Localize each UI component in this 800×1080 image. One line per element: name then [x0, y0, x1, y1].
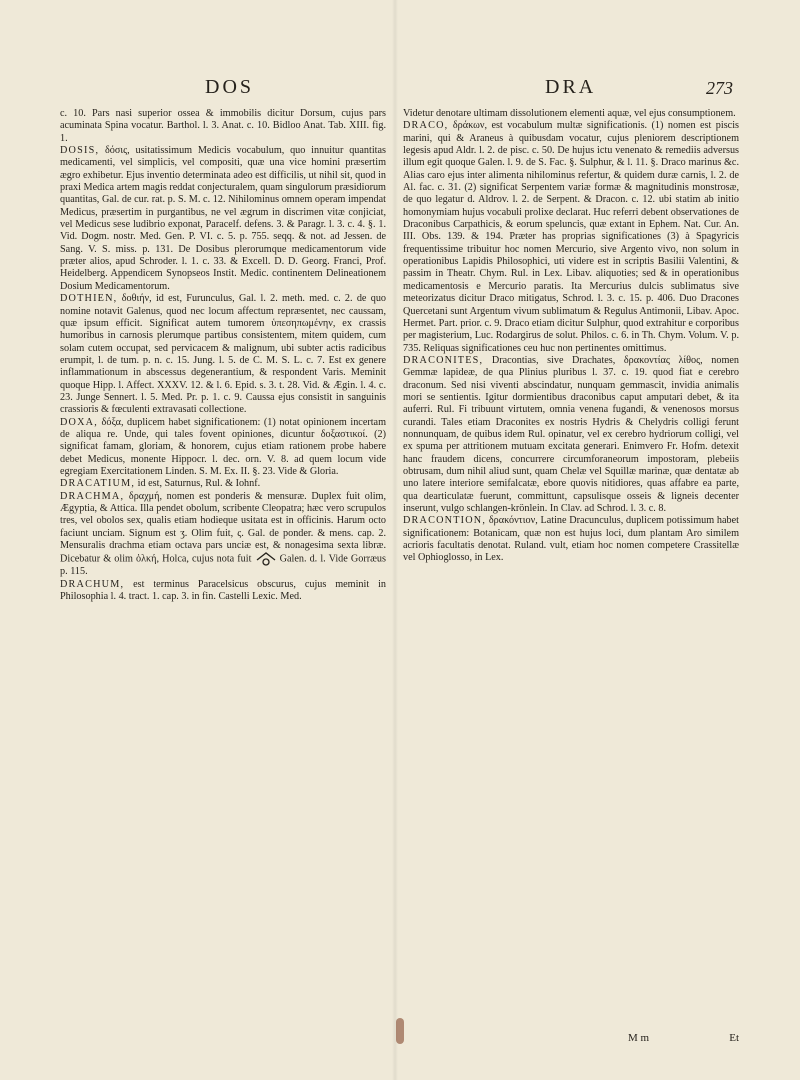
running-title-left: DOS	[205, 76, 255, 98]
entry-drachum	[60, 579, 386, 604]
entry-draco-text: δράκων, est vocabulum multæ significationis. (1) nomen est piscis marini, qui & Araneus à quibusdam vocatur, cujus pleniorem descriptionem legesis apud Aldr. l. 2. de pisc. c. 50. De hujus ictu venenato & remediis adversus illum egit quoque Galen. l. 9. de S. Fac. §. Sulphur, & l. 11. §. Draco marinus &c. Alias caro ejus inter alimenta nihilominus refertur, & quidem duræ carnis, l. 2. de Al. fac. c. 31. (2) significat Serpentem variæ formæ & magnitudinis monstrosæ, de quo legatur d. Aldrov. l. 2. de Serpent. & Dracon. c. 12. ubi statim ab initio homonymiam hujus vocabuli prolixe declarat. Huc referri debent observationes de Draconibus Carpathicis, & eorum speluncis, quæ extant in Ephem. Nat. Cur. An. III. Obs. 139. & 194. Præter has proprias significationes (3) à Spagyricis frequentissime tribuitur hoc nomen Mercurio, sive Argento vivo, non solum in operationibus Lapidis Philosophici, uti videre est in scriptis Basilii Valentini, & passim in Theatr. Chym. Rul. in Lex. Libav. aliquoties; sed & in operationibus medicamentosis e Mercurio paratis. Ita Mercurius dulcis sublimatus sive meteorizatus dicitur Draco mitigatus, Schrod. l. 3. c. 15. p. 406. Duo Dracones Quercetani sunt Argentum vivum sublimatum & Regulus Antimonii, Libav. Apoc. Hermet. Part. prior. c. 9. Draco etiam dicitur Sulphur, quod extrahitur e corporibus per magisterium, Luc. Rodargirus de solut. Philos. c. 6. in Th. Chym. Volum. V. p. 735. Reliquas significationes ceu huc non pertinentes omittimus.	[403, 120, 739, 354]
headword-dothien: DOTHIEN,	[60, 293, 118, 305]
left-column	[60, 108, 386, 603]
entry-drachum-continued: Videtur denotare ultimam dissolutionem elementi aquæ, vel ejus consumptionem.	[403, 108, 736, 119]
entry-dosis-text: δόσις, usitatissimum Medicis vocabulum, quo innuitur quantitas medicamenti, vel simplicis, vel compositi, quæ una vice homini præsertim ægro exhibetur. Ejus inventio determinata adeo est difficilis, ut nihil sit, quod in praxi Medica artem magis reddat conjecturalem, quam singulorum præsidiorum quantitas, Gal. de cur. rat. p. S. M. c. 12. Nihilominus omnem operam impendat Medicus, præsertim in purgantibus, ne vel ægrum in discrimen vitæ conjiciat, vel Medicus sese ludibrio exponat, Paracelf. defens. 3. & Paragr. l. 3. c. 4. §. 1. Vid. Dogm. nostr. Med. Gen. P. VI. c. 5. p. 755. seqq. & not. ad Jessen. de Sang. V. S. miss. p. 131. De Dosibus plerorumque medicamentorum vide præter alios, apud Schroder. l. 1. c. 33. & Excell. D. D. Georg. Franci, Prof. Heidelberg. Appendicem Synopseos Instit. Medic. continentem Delineationem Dosium Medicamentorum.	[60, 145, 386, 292]
entry-doxa	[60, 417, 386, 479]
signature-mark: M m	[628, 1032, 650, 1044]
entry-dosis	[60, 145, 386, 293]
entry-drachma-text-a: δραχμή, nomen est ponderis & mensuræ. Duplex fuit olim, Ægyptia, & Attica. Illa pendet obolum, scribente Cleopatra; hæc vero scrupulos tres, vel obolos sex, qualis etiam hodieque usitata est in officinis. Harum octo faciunt unciam. Signum est ʒ. Olim fuit, ς. Gal. de ponder. & mens. cap. 2. Mensuralis drachma etiam octava pars unciæ est, & nonagesima sexta libræ. Dicebatur & olim ὁλκή, Holca, cujus nota fuit	[60, 490, 387, 565]
entry-dothien	[60, 293, 386, 416]
headword-doxa: DOXA,	[60, 416, 98, 428]
entry-drachma-text-b: Galen. d. l. Vide Gorræus p. 115.	[60, 553, 386, 578]
entry-dracontion-text: δρακόντιον, Latine Dracunculus, duplicem potissimum habet significationem: Botanicam, quæ non est hujus loci, dum plantam Aro similem acrioris facultatis denotat. Ruland. vult, etiam hoc nomen competere Crassitellæ vel Ophioglosso, in Lex.	[403, 515, 739, 564]
headword-drachum: DRACHUM,	[60, 578, 125, 590]
entry-drachum-text: est terminus Paracelsicus obscurus, cujus meminit in Philosophia l. 4. tract. 1. cap. 3. in fin. Castelli Lexic. Med.	[60, 578, 387, 603]
page-footer	[403, 1032, 739, 1048]
headword-dosis: DOSIS,	[60, 145, 100, 157]
entry-dorsum-continued: c. 10. Pars nasi superior ossea & immobilis dicitur Dorsum, cujus pars acuminata Spina vocatur. Barthol. l. 3. Anat. c. 10. Bidloo Anat. Tab. XIII. fig. 1.	[60, 108, 386, 144]
headword-drachma: DRACHMA,	[60, 490, 125, 502]
headword-dracatium: DRACATIUM,	[60, 478, 136, 490]
entry-draco	[403, 120, 739, 355]
running-title-right: DRA	[545, 76, 597, 98]
holca-symbol-icon	[255, 552, 277, 566]
entry-dracatium-text: id est, Saturnus, Rul. & Iohnf.	[137, 478, 261, 490]
entry-draconites	[403, 355, 739, 515]
headword-draconites: DRACONITES,	[403, 354, 484, 366]
entry-dothien-text: δοθιήν, id est, Furunculus, Gal. l. 2. meth. med. c. 2. de quo nomine notavit Galenus, quod nec locum affectum repræsentet, nec caussam, quæ ipsum efficit. Significat autem tumorem ὑπεσηπωμένην, ex crassis humoribus in carnosis plerumque partibus consistentem, mitem quidem, cum solam cutem occupat, sed pervicacem & malignum, ubi subter actis radicibus erumpit, l. de tum. p. n. c. 15. Jung. l. 5. de C. M. S. L. c. 7. Est ex genere inflammationum in abscessus degenerantium, & respondent Varis. Meminit quoque Hipp. l. Affect. XXXV. 12. & l. 6. Epid. s. 3. t. 28. Vid. & Ægin. l. 4. c. 23. Junge Sennert. l. 5. Med. Pr. p. 1. c. 9. Caussa ejus consistit in sanguinis crassioris & fœculenti extravasati collectione.	[60, 293, 387, 416]
running-head	[0, 76, 800, 102]
gutter-shadow	[392, 0, 398, 1080]
entry-dracontion	[403, 515, 739, 564]
page-number: 273	[706, 78, 733, 98]
headword-dracontion: DRACONTION,	[403, 515, 487, 527]
headword-draco: DRACO,	[403, 120, 449, 132]
ink-stain	[396, 1018, 404, 1044]
entry-drachma	[60, 491, 386, 579]
catchword: Et	[729, 1032, 739, 1044]
entry-doxa-text: δόξα, duplicem habet significationem: (1) notat opinionem incertam de aliqua re. Unde, qui tales fovent opiniones, dicuntur δοξαστικοί. (2) significat famam, gloriam, & honorem, cujus etiam rationem probe habere debet Medicus, monente Hippocr. l. dec. orn. V. 8. ad quem locum vide egregiam Exercitationem Linden. S. M. Ex. II. §. 23. Vide & Gloria.	[60, 416, 387, 477]
right-column	[403, 108, 739, 565]
entry-draconites-text: Dracontias, sive Drachates, δρακοντίας λίθος, nomen Gemmæ lapideæ, de qua Plinius pluribus l. 37. c. 19. quod fiat e cerebro draconum. Sed nisi viventi abscindatur, nunquam gemmascit, invidia animalis mori se sentientis. Igitur dormientibus draconibus caput amputari debet, & ita auferri. Rul. Fi tribuunt virtutem, omnia venena fugandi, & venenosos morsus curandi. Tales etiam Draconites ex nostris Hydris & Chelydris colligi ferunt nonnunquam, de quibus idem Rul. opinatur, vel ex cerebro hydriorum colligi, vel ex spuma per attritionem mutuam excitata generari. Enimvero Fr. Hofm. detexit hanc fraudem dicens, concurrere circumforaneorum impostoram, plebeiis obtrusam, dum nihil aliud sunt, quam Chelæ vel Squillæ marinæ, quæ dentatæ ab uno latere interiore semifalcatæ, ebore quovis nitidiores, quas affabre ea parte, qua dearticulatæ fuerunt, committunt, capsulisque osseis & ligneis decenter inserunt, vulgo schlangen-krönlein. In Clav. ad Schrod. l. 3. c. 8.	[403, 354, 739, 514]
entry-dracatium	[60, 478, 386, 490]
